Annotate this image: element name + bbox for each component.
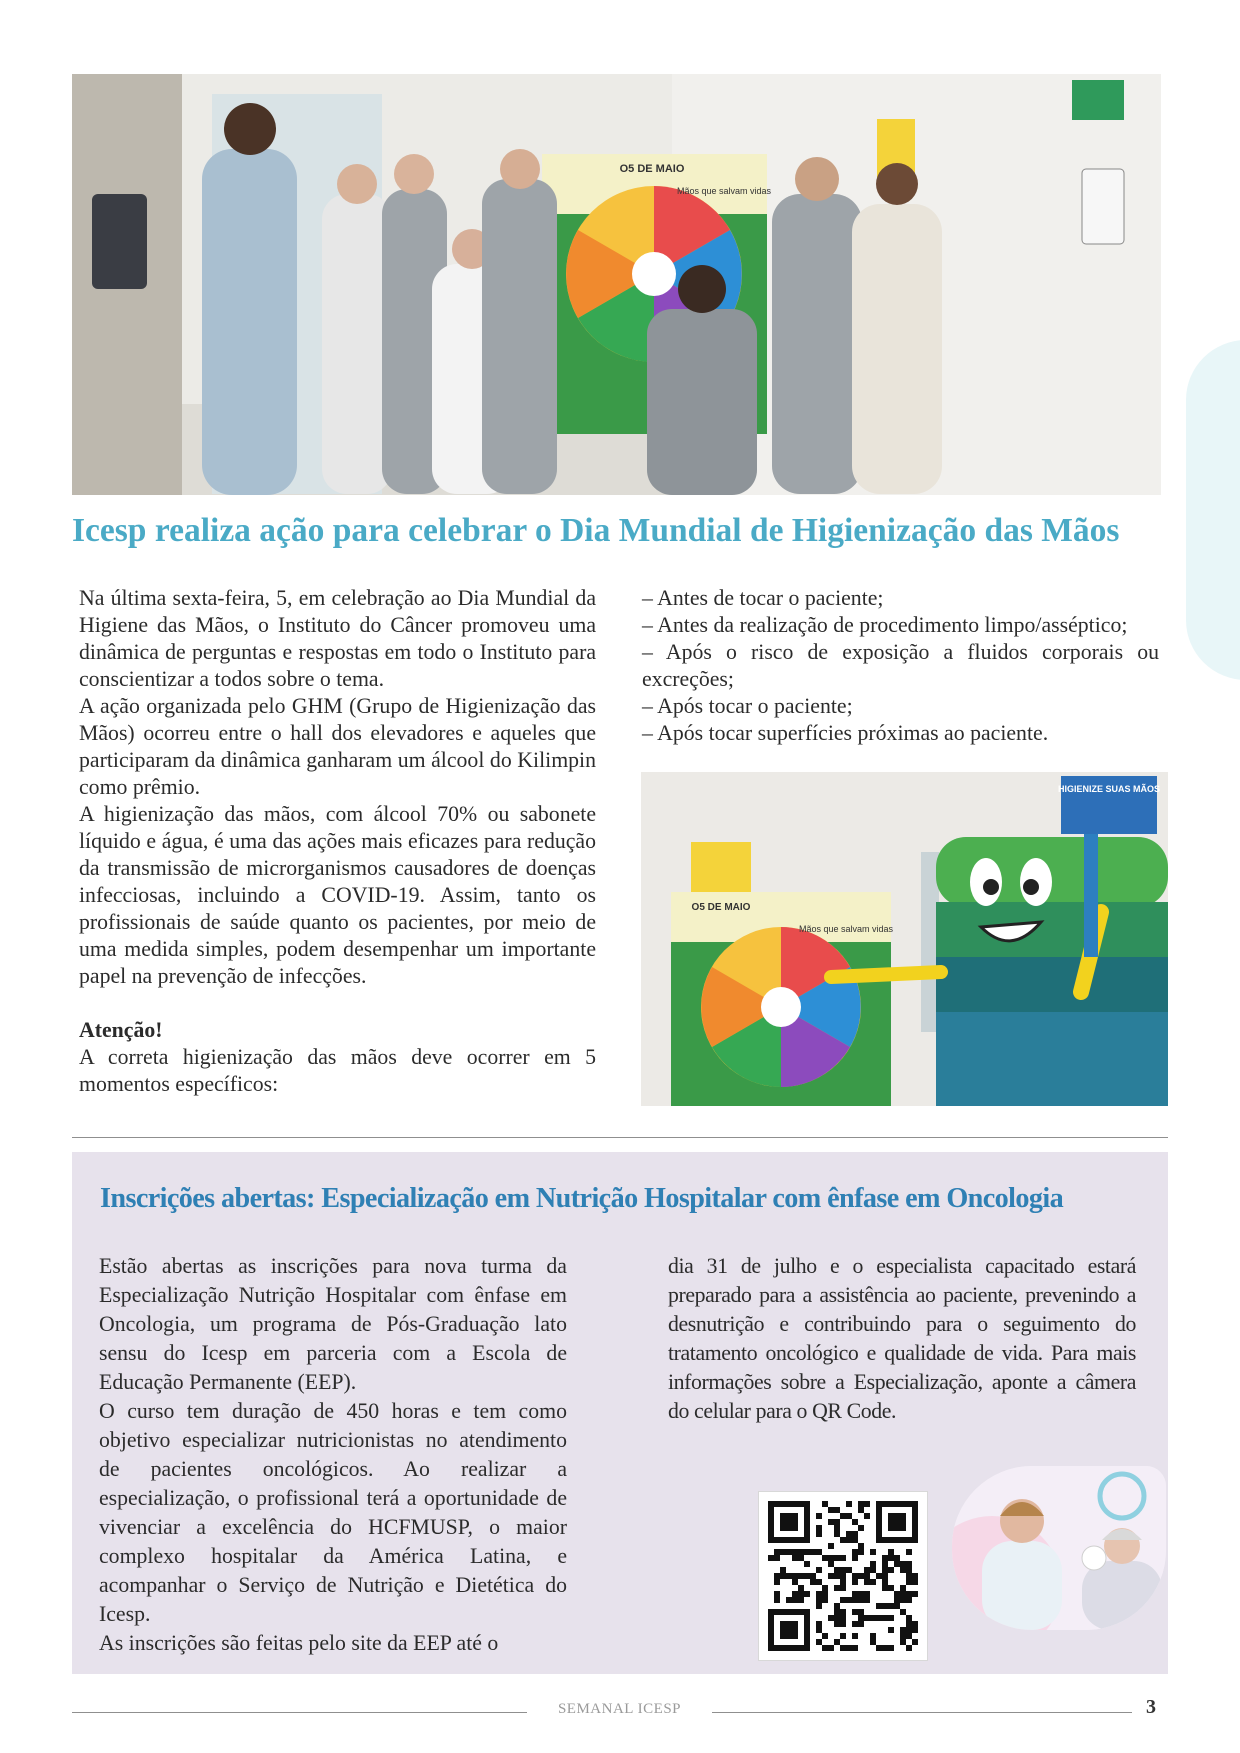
mascot-sign-text: HIGIENIZE SUAS MÃOS	[1057, 784, 1161, 794]
wheel-label: O5 DE MAIO	[619, 163, 685, 175]
moment-item: – Após o risco de exposição a fluidos corporais ou excreções;	[642, 640, 1159, 691]
page-number: 3	[1146, 1696, 1156, 1718]
hand-hygiene-moments-list	[642, 585, 1159, 747]
mascot-photo	[641, 772, 1168, 1106]
attention-heading: Atenção!	[79, 1018, 163, 1042]
footer-rule-right	[712, 1712, 1132, 1713]
course-right-column	[668, 1252, 1136, 1426]
moment-item: – Antes de tocar o paciente;	[642, 586, 884, 610]
publication-name: SEMANAL ICESP	[557, 1701, 682, 1717]
course-left-column	[99, 1252, 567, 1658]
mascot-wheel-caption: Mãos que salvam vidas	[798, 924, 894, 934]
qr-code[interactable]	[758, 1491, 928, 1661]
moment-item: – Após tocar superfícies próximas ao paciente.	[642, 721, 1049, 745]
article-title: Icesp realiza ação para celebrar o Dia Mundial de Higienização das Mãos	[72, 512, 1120, 549]
course-paragraph: dia 31 de julho e o especialista capacitado estará preparado para a assistência ao paciente, prevenindo a desnutrição e contribuindo para o seguimento do tratamento oncológico e qualidade de vida. Para mais informações sobre a Especialização, aponte a câmera do celular para o QR Code.	[668, 1254, 1136, 1423]
section-divider	[72, 1137, 1168, 1138]
attention-text: A correta higienização das mãos deve ocorrer em 5 momentos específicos:	[79, 1045, 596, 1096]
mascot-wheel-label: O5 DE MAIO	[691, 902, 751, 913]
wheel-caption: Mãos que salvam vidas	[676, 186, 772, 196]
article-paragraph: A ação organizada pelo GHM (Grupo de Higienização das Mãos) ocorreu entre o hall dos elevadores e aqueles que participaram da dinâmica ganharam um álcool do Kilimpin como prêmio.	[79, 694, 596, 799]
footer-rule-left	[72, 1712, 527, 1713]
article-paragraph: A higienização das mãos, com álcool 70% ou sabonete líquido e água, é uma das ações mais eficazes para redução da transmissão de microrganismos causadores de doenças infecciosas, incluindo a COVID-19. Assim, tanto os profissionais de saúde quanto os pacientes, por meio de uma medida simples, podem desempenhar um importante papel na prevenção de infecções.	[79, 802, 596, 988]
course-paragraph: O curso tem duração de 450 horas e tem como objetivo especializar nutricionistas no atendimento de pacientes oncológicos. Ao realizar a especialização, o profissional terá a oportunidade de vivenciar a excelência do HCFMUSP, o maior complexo hospitalar da América Latina, e acompanhar o Serviço de Nutrição e Dietética do Icesp.	[99, 1399, 567, 1626]
course-paragraph: As inscrições são feitas pelo site da EEP até o	[99, 1631, 499, 1655]
course-paragraph: Estão abertas as inscrições para nova turma da Especialização Nutrição Hospitalar com ênfase em Oncologia, um programa de Pós-Graduação lato sensu do Icesp em parceria com a Escola de Educação Permanente (EEP).	[99, 1254, 567, 1394]
course-title: Inscrições abertas: Especialização em Nutrição Hospitalar com ênfase em Oncologia	[100, 1183, 1064, 1214]
article-left-column	[79, 585, 596, 1098]
article-paragraph: Na última sexta-feira, 5, em celebração ao Dia Mundial da Higiene das Mãos, o Instituto do Câncer promoveu uma dinâmica de perguntas e respostas em todo o Instituto para conscientizar a todos sobre o tema.	[79, 586, 596, 691]
event-team-photo	[72, 74, 1161, 495]
side-decoration	[1186, 340, 1240, 680]
moment-item: – Antes da realização de procedimento limpo/asséptico;	[642, 613, 1128, 637]
nutritionist-photo	[952, 1466, 1166, 1630]
moment-item: – Após tocar o paciente;	[642, 694, 853, 718]
